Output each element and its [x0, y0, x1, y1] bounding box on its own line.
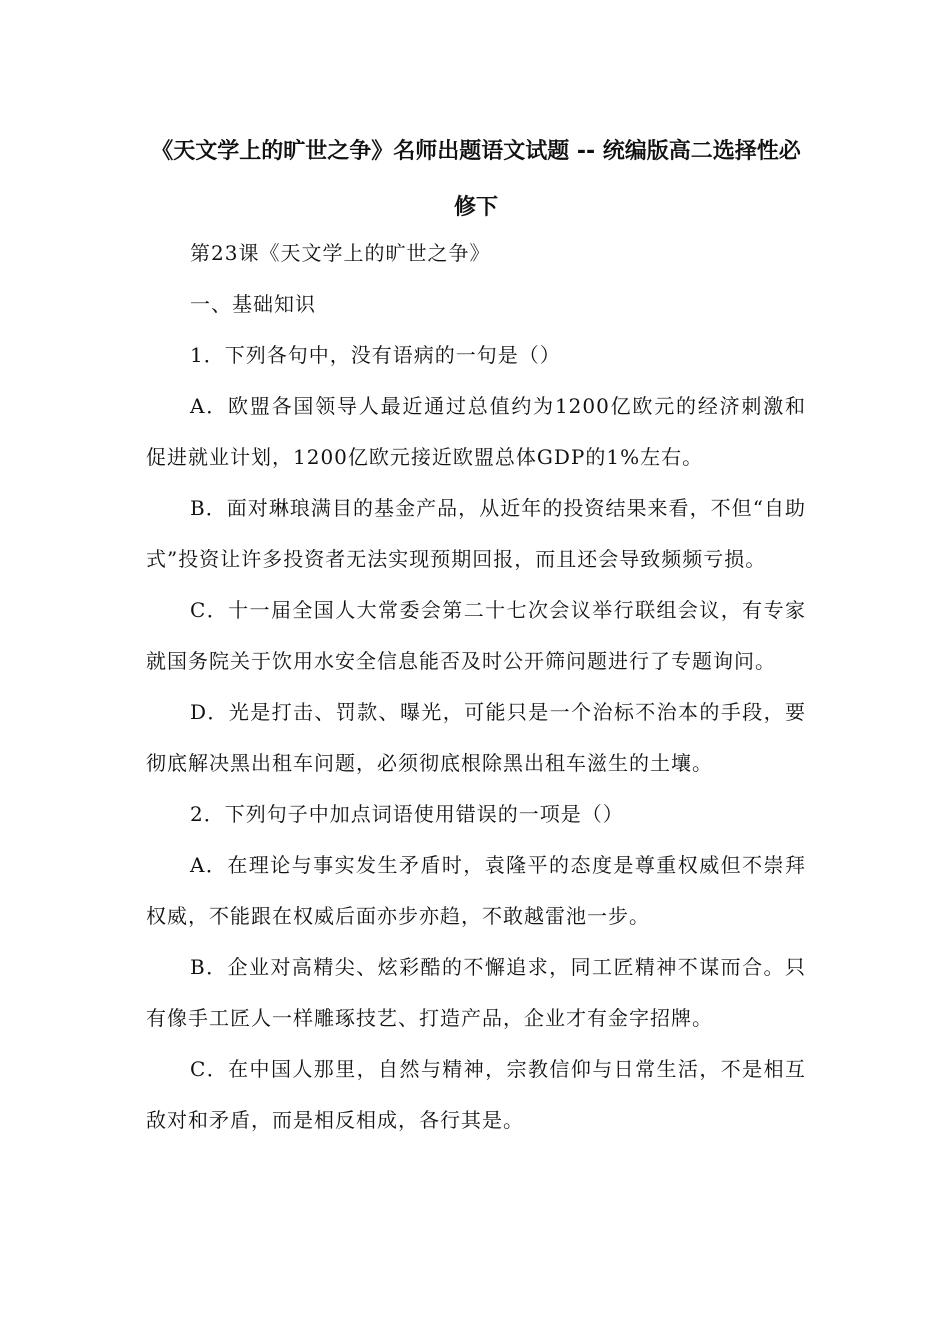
question-2-option-c: C．在中国人那里，自然与精神，宗教信仰与日常生活，不是相互敌对和矛盾，而是相反相成，各行其是。 — [146, 1057, 806, 1132]
question-1-option-b: B．面对琳琅满目的基金产品，从近年的投资结果来看，不但“自助式”投资让许多投资者无法实现预期回报，而且还会导致频频亏损。 — [146, 496, 806, 571]
document-body — [146, 228, 806, 1146]
section-heading: 一、基础知识 — [190, 292, 316, 316]
question-2-option-a: A．在理论与事实发生矛盾时，袁隆平的态度是尊重权威但不崇拜权威，不能跟在权威后面亦步亦趋，不敢越雷池一步。 — [146, 853, 806, 928]
question-2-stem: 2．下列句子中加点词语使用错误的一项是（） — [190, 802, 624, 826]
lesson-heading: 第23课《天文学上的旷世之争》 — [190, 241, 491, 265]
question-1-stem: 1．下列各句中，没有语病的一句是（） — [190, 343, 561, 367]
question-1-option-c: C．十一届全国人大常委会第二十七次会议举行联组会议，有专家就国务院关于饮用水安全信息能否及时公开筛问题进行了专题询问。 — [146, 598, 806, 673]
document-title: 《天文学上的旷世之争》名师出题语文试题 -- 统编版高二选择性必修下 — [151, 139, 801, 220]
question-1-option-a: A．欧盟各国领导人最近通过总值约为1200亿欧元的经济刺激和促进就业计划，1200亿欧元接近欧盟总体GDP的1%左右。 — [146, 394, 806, 469]
question-2-option-b: B．企业对高精尖、炫彩酷的不懈追求，同工匠精神不谋而合。只有像手工匠人一样雕琢技艺、打造产品，企业才有金字招牌。 — [146, 955, 806, 1030]
question-1-option-d: D．光是打击、罚款、曝光，可能只是一个治标不治本的手段，要彻底解决黑出租车问题，必须彻底根除黑出租车滋生的土壤。 — [146, 700, 806, 775]
